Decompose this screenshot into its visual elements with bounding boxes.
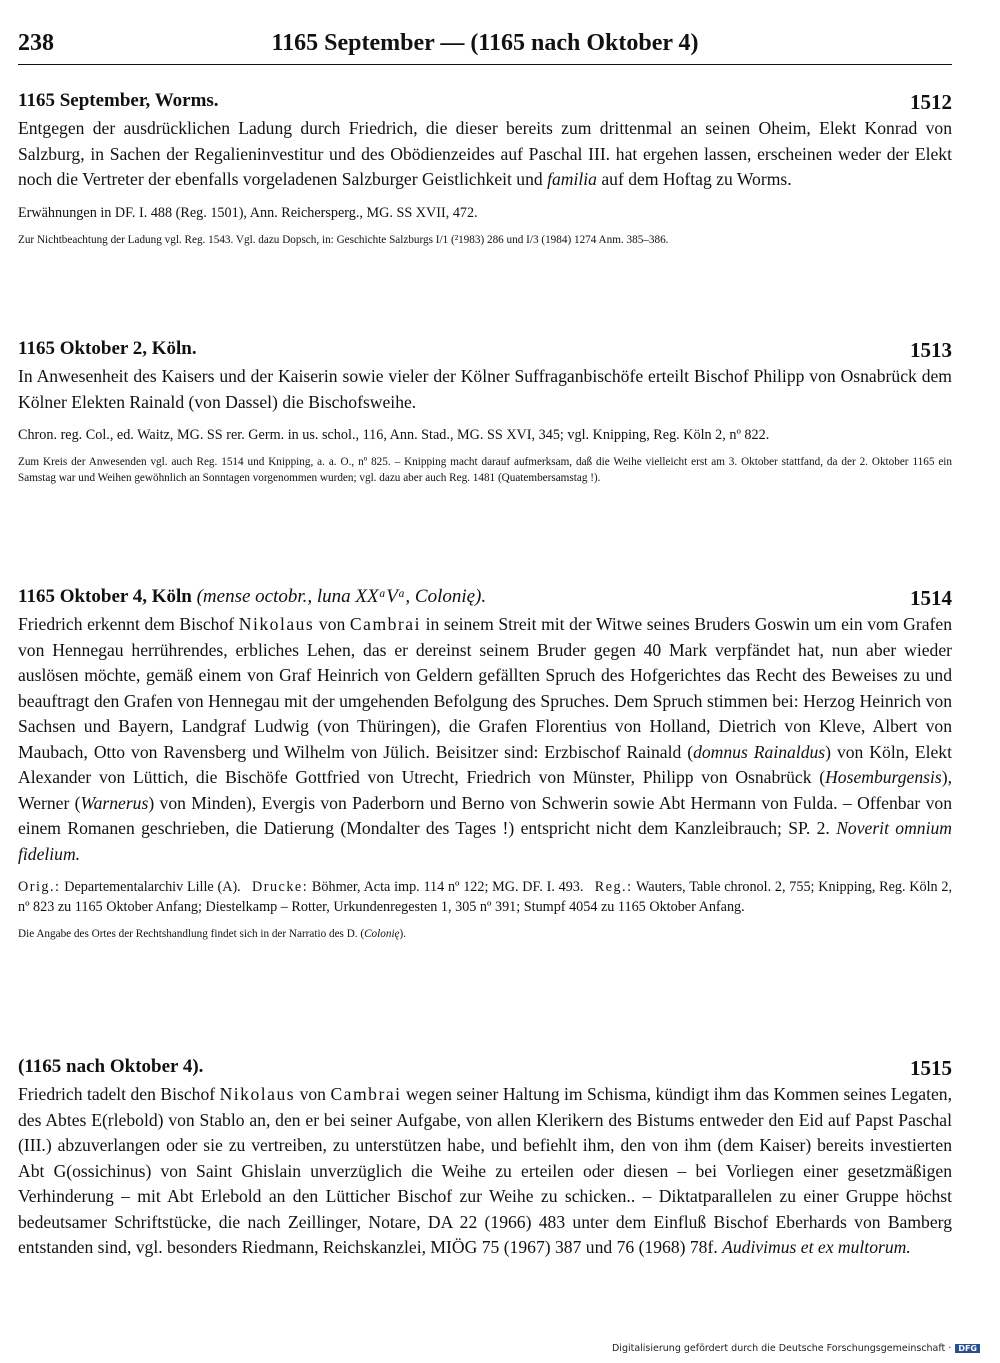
entry-date: 1165 Oktober 2, Köln. [18,338,197,359]
entry-heading [18,1056,952,1082]
entry-heading [18,90,952,116]
funding-footer [612,1343,980,1357]
entry-number: 1513 [910,338,952,362]
entry-citations: Erwähnungen in DF. I. 488 (Reg. 1501), Ann. Reichersperg., MG. SS XVII, 472. [18,204,478,221]
entry-note: Zum Kreis der Anwesenden vgl. auch Reg. 1514 und Knipping, a. a. O., nº 825. – Knipping macht darauf aufmerksam, daß die Weihe vielleicht erst am 3. Oktober stattfand, da der 2. Oktober 1165 ein Samstag war und Weihen gewöhnlich an Sonntagen vorgenommen wurden; vgl. dazu aber auch Reg. 1481 (Quatembersamstag !). [18,456,952,484]
regest-entry-1512 [18,90,952,248]
entry-heading [18,338,952,364]
entry-date: (1165 nach Oktober 4). [18,1056,204,1077]
funding-text: Digitalisierung gefördert durch die Deutsche Forschungsgemeinschaft · [611,1343,952,1354]
entry-heading [18,586,952,612]
entry-body: Friedrich tadelt den Bischof Nikolaus von Cambrai wegen seiner Haltung im Schisma, kündigt ihm das Kommen seines Legaten, des Abtes E(rlebold) von Stablo an, den er bei seiner Aufgabe, von allen Klerikern des Bistums entweder den Eid auf Papst Paschal (III.) abzuverlangen oder sie zu vertreiben, zu unterstützen habe, und befiehlt ihm, den von ihm (dem Kaiser) bereits investierten Abt G(ossichinus) von Saint Ghislain unverzüglich die Weihe zu erteilen oder diesen – bei Vorliegen einer gesetzmäßigen Verhinderung – mit Abt Erlebold an den Lütticher Bischof zur Weihe zu schicken.. – Diktatparallelen zu einer Gruppe höchst bedeutsamer Schriftstücke, die nach Zeillinger, Notare, DA 22 (1966) 483 unter dem Einfluß Bischof Eberhards von Bamberg entstanden sind, vgl. besonders Riedmann, Reichskanzlei, MIÖG 75 (1967) 387 und 76 (1968) 78f. Audivimus et ex multorum. [18,1084,952,1257]
regest-entry-1513 [18,338,952,486]
entry-date-original: (mense octobr., luna XXᵃVᵃ, Colonię). [196,586,487,607]
entry-date: 1165 Oktober 4, Köln (mense octobr., luna XXᵃVᵃ, Colonię). [18,586,487,607]
entry-note: Die Angabe des Ortes der Rechtshandlung findet sich in der Narratio des D. (Colonię). [18,928,407,940]
page-header [18,30,952,65]
regest-entry-1515 [18,1056,952,1261]
entry-number: 1512 [910,90,952,114]
entry-date: 1165 September, Worms. [18,90,219,111]
entry-number: 1514 [910,586,952,610]
page-number: 238 [18,30,54,56]
entry-number: 1515 [910,1056,952,1080]
entry-body: Entgegen der ausdrücklichen Ladung durch Friedrich, die dieser bereits zum drittenmal an seinen Oheim, Elekt Konrad von Salzburg, in Sachen der Regalieninvestitur und des Obödienzeides auf Paschal III. hat ergehen lassen, erscheinen weder der Elekt noch die Vertreter der ebenfalls vorgeladenen Salzburger Geistlichkeit und familia auf dem Hoftag zu Worms. [18,118,952,189]
entry-body: In Anwesenheit des Kaisers und der Kaiserin sowie vieler der Kölner Suffraganbischöfe erteilt Bischof Philipp von Osnabrück dem Kölner Elekten Rainald (von Dassel) die Bischofsweihe. [18,366,952,412]
running-title: 1165 September — (1165 nach Oktober 4) [271,30,699,56]
regest-entry-1514 [18,586,952,942]
entry-citations: Chron. reg. Col., ed. Waitz, MG. SS rer. Germ. in us. schol., 116, Ann. Stad., MG. SS XVI, 345; vgl. Knipping, Reg. Köln 2, nº 822. [18,427,770,443]
dfg-logo: DFG [955,1344,980,1353]
entry-citations: Orig.: Departementalarchiv Lille (A). Drucke: Böhmer, Acta imp. 114 nº 122; MG. DF. I. 493. Reg.: Wauters, Table chronol. 2, 755; Knipping, Reg. Köln 2, nº 823 zu 1165 Oktober Anfang; Diestelkamp – Rotter, Urkundenregesten 1, 305 nº 391; Stumpf 4054 zu 1165 Oktober Anfang. [18,879,953,915]
entry-note: Zur Nichtbeachtung der Ladung vgl. Reg. 1543. Vgl. dazu Dopsch, in: Geschichte Salzburgs I/1 (²1983) 286 und I/3 (1984) 1274 Anm. 385–386. [18,233,669,246]
entry-body: Friedrich erkennt dem Bischof Nikolaus von Cambrai in seinem Streit mit der Witwe seines Bruders Goswin um ein vom Grafen von Hennegau herrührendes, erbliches Lehen, das er dereinst seinem Bruder gegen 40 Mark verpfändet hat, nun aber wieder auslösen möchte, gemäß einem von Graf Heinrich von Geldern gefällten Spruch des Hofgerichtes das Recht des Beweises zu und beauftragt den Grafen von Hennegau mit der umgehenden Befolgung des Spruches. Dem Spruch stimmen bei: Herzog Heinrich von Sachsen und Bayern, Landgraf Ludwig (von Thüringen), die Grafen Florentius von Holland, Dietrich von Kleve, Albert von Maubach, Otto von Ravensberg und Wilhelm von Jülich. Beisitzer sind: Erzbischof Rainald (domnus Rainaldus) von Köln, Elekt Alexander von Lüttich, die Bischöfe Gottfried von Utrecht, Friedrich von Münster, Philipp von Osnabrück (Hosemburgensis), Werner (Warnerus) von Minden), Evergis von Paderborn und Berno von Schwerin sowie Abt Hermann von Fulda. – Offenbar von einem Romanen geschrieben, die Datierung (Mondalter des Tages !) entspricht nicht dem Kanzleibrauch; SP. 2. Noverit omnium fidelium. [18,614,952,864]
